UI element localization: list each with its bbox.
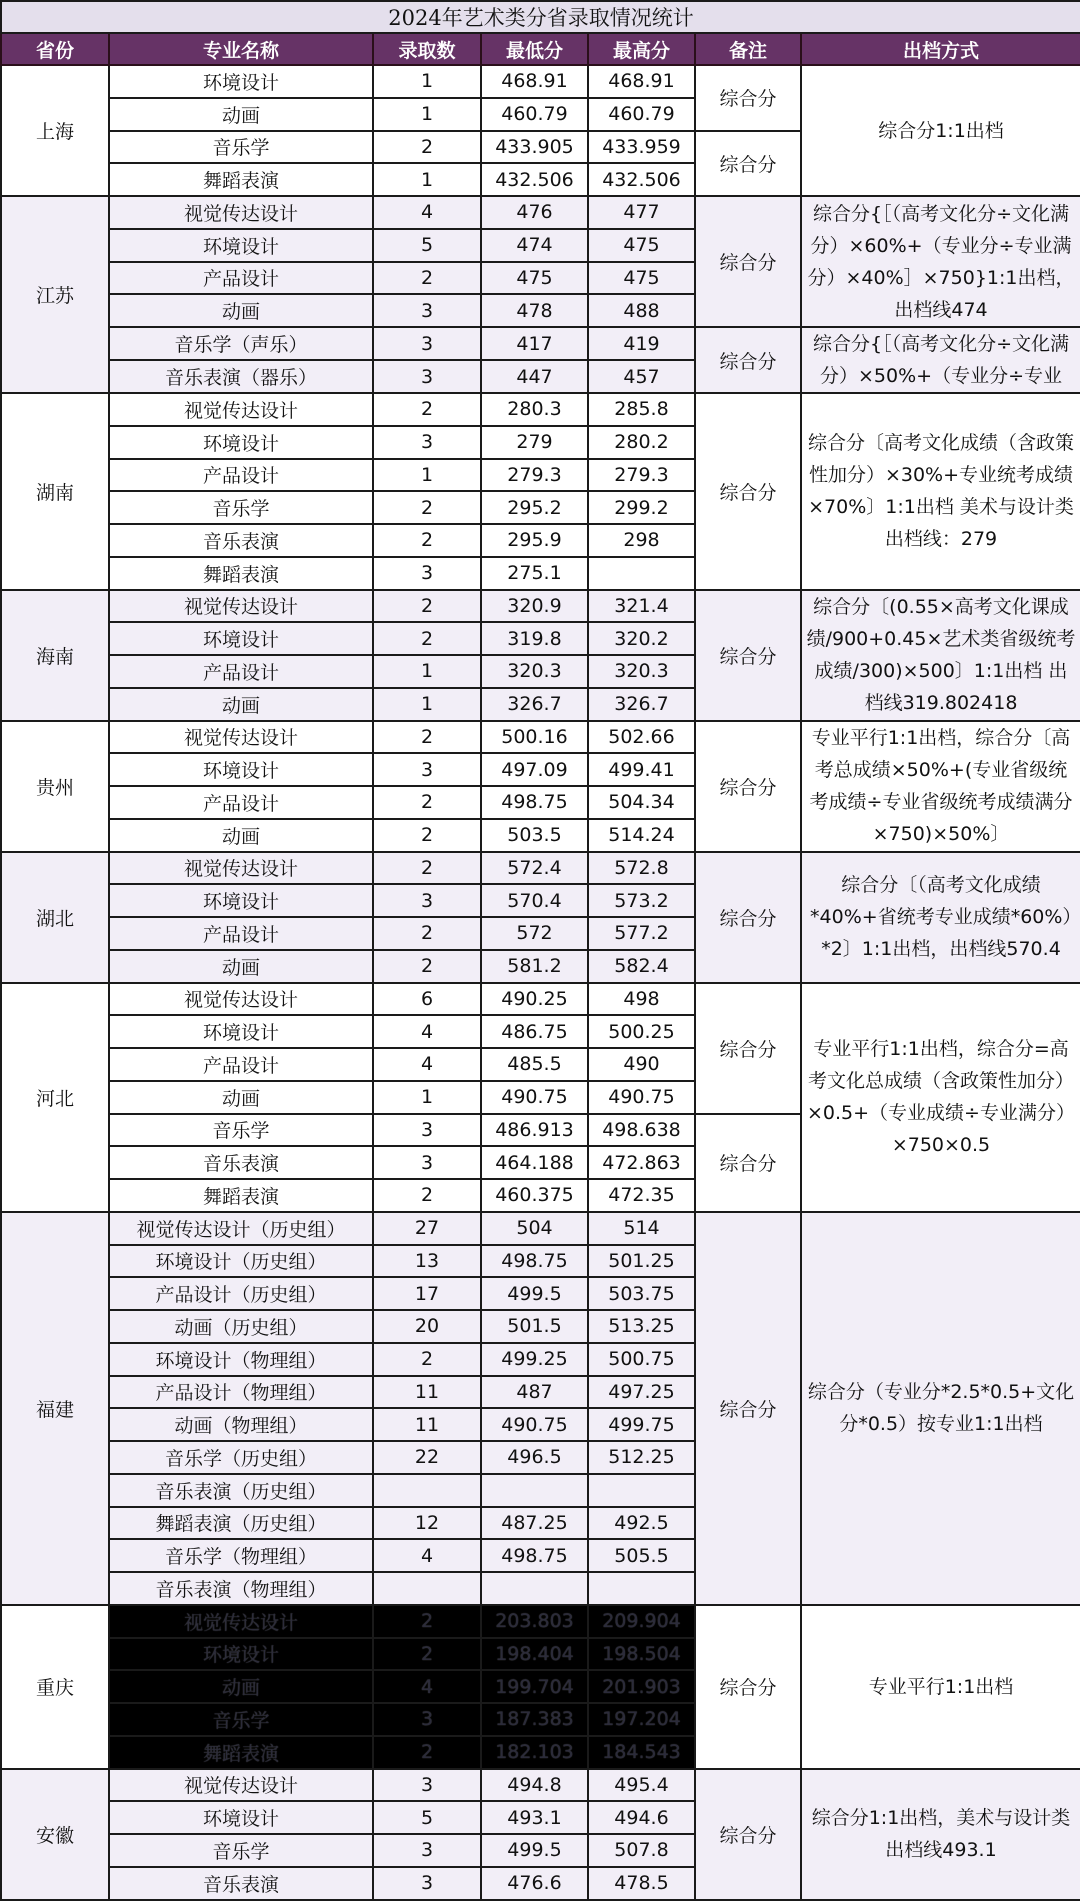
count-cell: 3 xyxy=(373,294,481,327)
count-cell: 4 xyxy=(373,1048,481,1081)
max-score-cell: 197.204 xyxy=(588,1703,695,1736)
major-cell: 环境设计 xyxy=(109,1015,373,1048)
min-score-cell: 432.506 xyxy=(481,163,588,196)
major-cell: 视觉传达设计（历史组） xyxy=(109,1212,373,1245)
major-cell: 环境设计 xyxy=(109,753,373,786)
min-score-cell: 501.5 xyxy=(481,1310,588,1343)
count-cell: 3 xyxy=(373,884,481,917)
major-cell: 环境设计 xyxy=(109,1638,373,1671)
min-score-cell: 581.2 xyxy=(481,950,588,983)
note-cell: 综合分 xyxy=(695,196,801,327)
method-cell: 综合分〔（高考文化成绩*40%+省统考专业成绩*60%）*2〕1:1出档，出档线570.4 xyxy=(801,852,1080,983)
min-score-cell: 572.4 xyxy=(481,852,588,885)
count-cell: 3 xyxy=(373,753,481,786)
max-score-cell: 280.2 xyxy=(588,426,695,459)
major-cell: 视觉传达设计 xyxy=(109,983,373,1016)
min-score-cell: 487 xyxy=(481,1376,588,1409)
method-cell: 综合分（专业分*2.5*0.5+文化分*0.5）按专业1:1出档 xyxy=(801,1212,1080,1605)
major-cell: 视觉传达设计 xyxy=(109,1769,373,1802)
major-cell: 视觉传达设计 xyxy=(109,852,373,885)
count-cell: 1 xyxy=(373,65,481,98)
major-cell: 产品设计 xyxy=(109,459,373,492)
col-header-count: 录取数 xyxy=(373,33,481,65)
province-cell: 安徽 xyxy=(1,1769,109,1900)
major-cell: 音乐表演（历史组） xyxy=(109,1474,373,1507)
count-cell: 1 xyxy=(373,163,481,196)
major-cell: 环境设计（物理组） xyxy=(109,1343,373,1376)
max-score-cell: 499.75 xyxy=(588,1408,695,1441)
major-cell: 产品设计 xyxy=(109,262,373,295)
max-score-cell: 504.34 xyxy=(588,786,695,819)
min-score-cell: 499.25 xyxy=(481,1343,588,1376)
table-row xyxy=(1,65,1080,98)
count-cell: 1 xyxy=(373,688,481,721)
max-score-cell: 512.25 xyxy=(588,1441,695,1474)
major-cell: 产品设计 xyxy=(109,786,373,819)
max-score-cell: 477 xyxy=(588,196,695,229)
min-score-cell: 476.6 xyxy=(481,1867,588,1900)
count-cell: 3 xyxy=(373,1114,481,1147)
count-cell: 1 xyxy=(373,655,481,688)
count-cell: 5 xyxy=(373,1801,481,1834)
major-cell: 音乐学 xyxy=(109,1703,373,1736)
count-cell: 2 xyxy=(373,721,481,754)
min-score-cell: 326.7 xyxy=(481,688,588,721)
major-cell: 音乐表演 xyxy=(109,1146,373,1179)
note-cell: 综合分 xyxy=(695,393,801,590)
count-cell: 1 xyxy=(373,98,481,131)
min-score-cell: 493.1 xyxy=(481,1801,588,1834)
count-cell: 4 xyxy=(373,196,481,229)
major-cell: 音乐学 xyxy=(109,491,373,524)
header-row xyxy=(1,33,1080,65)
count-cell: 2 xyxy=(373,393,481,426)
max-score-cell: 513.25 xyxy=(588,1310,695,1343)
min-score-cell: 447 xyxy=(481,360,588,393)
major-cell: 舞蹈表演（历史组） xyxy=(109,1507,373,1540)
method-cell: 综合分1:1出档 xyxy=(801,65,1080,196)
max-score-cell: 495.4 xyxy=(588,1769,695,1802)
major-cell: 环境设计 xyxy=(109,622,373,655)
max-score-cell: 498 xyxy=(588,983,695,1016)
min-score-cell: 487.25 xyxy=(481,1507,588,1540)
major-cell: 动画 xyxy=(109,1670,373,1703)
table-row xyxy=(1,983,1080,1016)
min-score-cell: 490.75 xyxy=(481,1081,588,1114)
major-cell: 视觉传达设计 xyxy=(109,590,373,623)
major-cell: 产品设计 xyxy=(109,655,373,688)
max-score-cell: 433.959 xyxy=(588,131,695,164)
note-cell: 综合分 xyxy=(695,1212,801,1605)
count-cell: 2 xyxy=(373,852,481,885)
count-cell: 11 xyxy=(373,1408,481,1441)
table-row xyxy=(1,721,1080,754)
count-cell: 2 xyxy=(373,524,481,557)
major-cell: 音乐学（历史组） xyxy=(109,1441,373,1474)
min-score-cell: 417 xyxy=(481,327,588,360)
max-score-cell: 514.24 xyxy=(588,819,695,852)
max-score-cell: 499.41 xyxy=(588,753,695,786)
max-score-cell: 475 xyxy=(588,262,695,295)
table-row xyxy=(1,590,1080,623)
max-score-cell: 488 xyxy=(588,294,695,327)
count-cell: 1 xyxy=(373,459,481,492)
count-cell xyxy=(373,1572,481,1605)
min-score-cell: 490.75 xyxy=(481,1408,588,1441)
method-cell: 综合分〔高考文化成绩（含政策性加分）×30%+专业统考成绩×70%〕1:1出档 美术与设计类出档线：279 xyxy=(801,393,1080,590)
sheet-title: 2024年艺术类分省录取情况统计 xyxy=(1,1,1080,33)
count-cell: 3 xyxy=(373,327,481,360)
max-score-cell: 573.2 xyxy=(588,884,695,917)
max-score-cell: 503.75 xyxy=(588,1277,695,1310)
count-cell: 2 xyxy=(373,131,481,164)
max-score-cell: 492.5 xyxy=(588,1507,695,1540)
col-header-note: 备注 xyxy=(695,33,801,65)
count-cell: 3 xyxy=(373,1703,481,1736)
count-cell: 27 xyxy=(373,1212,481,1245)
max-score-cell: 494.6 xyxy=(588,1801,695,1834)
max-score-cell: 321.4 xyxy=(588,590,695,623)
table-row xyxy=(1,1605,1080,1638)
max-score-cell: 478.5 xyxy=(588,1867,695,1900)
major-cell: 动画 xyxy=(109,98,373,131)
max-score-cell: 299.2 xyxy=(588,491,695,524)
max-score-cell: 497.25 xyxy=(588,1376,695,1409)
major-cell: 环境设计 xyxy=(109,884,373,917)
max-score-cell: 472.35 xyxy=(588,1179,695,1212)
major-cell: 音乐学 xyxy=(109,1834,373,1867)
col-header-major: 专业名称 xyxy=(109,33,373,65)
count-cell: 3 xyxy=(373,1769,481,1802)
count-cell: 6 xyxy=(373,983,481,1016)
note-cell: 综合分 xyxy=(695,590,801,721)
max-score-cell: 507.8 xyxy=(588,1834,695,1867)
method-cell: 专业平行1:1出档，综合分=高考文化总成绩（含政策性加分）×0.5+（专业成绩÷专业满分）×750×0.5 xyxy=(801,983,1080,1212)
col-header-min-score: 最低分 xyxy=(481,33,588,65)
max-score-cell: 432.506 xyxy=(588,163,695,196)
count-cell: 2 xyxy=(373,1343,481,1376)
count-cell: 2 xyxy=(373,622,481,655)
min-score-cell: 486.75 xyxy=(481,1015,588,1048)
count-cell: 4 xyxy=(373,1539,481,1572)
max-score-cell: 582.4 xyxy=(588,950,695,983)
count-cell: 2 xyxy=(373,262,481,295)
max-score-cell: 460.79 xyxy=(588,98,695,131)
major-cell: 动画（物理组） xyxy=(109,1408,373,1441)
major-cell: 产品设计 xyxy=(109,917,373,950)
max-score-cell: 505.5 xyxy=(588,1539,695,1572)
min-score-cell: 464.188 xyxy=(481,1146,588,1179)
note-cell: 综合分 xyxy=(695,721,801,852)
major-cell: 产品设计（物理组） xyxy=(109,1376,373,1409)
major-cell: 音乐学（物理组） xyxy=(109,1539,373,1572)
min-score-cell: 498.75 xyxy=(481,786,588,819)
note-cell: 综合分 xyxy=(695,1769,801,1900)
major-cell: 音乐学 xyxy=(109,1114,373,1147)
count-cell: 2 xyxy=(373,491,481,524)
col-header-province: 省份 xyxy=(1,33,109,65)
min-score-cell: 280.3 xyxy=(481,393,588,426)
max-score-cell: 298 xyxy=(588,524,695,557)
major-cell: 动画 xyxy=(109,1081,373,1114)
count-cell: 2 xyxy=(373,1638,481,1671)
major-cell: 视觉传达设计 xyxy=(109,1605,373,1638)
min-score-cell: 460.79 xyxy=(481,98,588,131)
count-cell: 3 xyxy=(373,426,481,459)
max-score-cell: 498.638 xyxy=(588,1114,695,1147)
min-score-cell: 182.103 xyxy=(481,1736,588,1769)
min-score-cell: 490.25 xyxy=(481,983,588,1016)
max-score-cell xyxy=(588,1572,695,1605)
count-cell: 2 xyxy=(373,1605,481,1638)
min-score-cell: 295.2 xyxy=(481,491,588,524)
min-score-cell xyxy=(481,1474,588,1507)
max-score-cell: 184.543 xyxy=(588,1736,695,1769)
province-cell: 贵州 xyxy=(1,721,109,852)
col-header-method: 出档方式 xyxy=(801,33,1080,65)
min-score-cell: 468.91 xyxy=(481,65,588,98)
method-cell: 综合分{［（高考文化分÷文化满分）×60%+（专业分÷专业满分）×40%］×750}1:1出档，出档线474 xyxy=(801,196,1080,327)
max-score-cell: 457 xyxy=(588,360,695,393)
major-cell: 产品设计（历史组） xyxy=(109,1277,373,1310)
max-score-cell: 502.66 xyxy=(588,721,695,754)
major-cell: 音乐学 xyxy=(109,131,373,164)
min-score-cell: 498.75 xyxy=(481,1539,588,1572)
count-cell: 20 xyxy=(373,1310,481,1343)
min-score-cell: 499.5 xyxy=(481,1277,588,1310)
max-score-cell: 490 xyxy=(588,1048,695,1081)
major-cell: 视觉传达设计 xyxy=(109,393,373,426)
min-score-cell: 478 xyxy=(481,294,588,327)
method-cell: 综合分1:1出档，美术与设计类出档线493.1 xyxy=(801,1769,1080,1900)
count-cell xyxy=(373,1474,481,1507)
max-score-cell xyxy=(588,1474,695,1507)
min-score-cell: 497.09 xyxy=(481,753,588,786)
min-score-cell: 570.4 xyxy=(481,884,588,917)
min-score-cell: 474 xyxy=(481,229,588,262)
table-row xyxy=(1,393,1080,426)
min-score-cell: 572 xyxy=(481,917,588,950)
title-row xyxy=(1,1,1080,33)
min-score-cell: 496.5 xyxy=(481,1441,588,1474)
count-cell: 17 xyxy=(373,1277,481,1310)
major-cell: 环境设计 xyxy=(109,229,373,262)
max-score-cell: 468.91 xyxy=(588,65,695,98)
min-score-cell: 460.375 xyxy=(481,1179,588,1212)
min-score-cell: 199.704 xyxy=(481,1670,588,1703)
min-score-cell: 275.1 xyxy=(481,557,588,590)
max-score-cell: 201.903 xyxy=(588,1670,695,1703)
method-cell: 综合分{［（高考文化分÷文化满分）×50%+（专业分÷专业 xyxy=(801,327,1080,393)
method-cell: 专业平行1:1出档，综合分〔高考总成绩×50%+(专业省级统考成绩÷专业省级统考成绩满分×750)×50%〕 xyxy=(801,721,1080,852)
min-score-cell: 486.913 xyxy=(481,1114,588,1147)
note-cell: 综合分 xyxy=(695,131,801,197)
count-cell: 13 xyxy=(373,1245,481,1278)
province-cell: 海南 xyxy=(1,590,109,721)
major-cell: 舞蹈表演 xyxy=(109,1736,373,1769)
count-cell: 3 xyxy=(373,360,481,393)
max-score-cell: 490.75 xyxy=(588,1081,695,1114)
note-cell: 综合分 xyxy=(695,1605,801,1769)
major-cell: 舞蹈表演 xyxy=(109,1179,373,1212)
province-cell: 湖南 xyxy=(1,393,109,590)
count-cell: 2 xyxy=(373,819,481,852)
major-cell: 舞蹈表演 xyxy=(109,163,373,196)
count-cell: 3 xyxy=(373,1146,481,1179)
max-score-cell xyxy=(588,557,695,590)
min-score-cell: 319.8 xyxy=(481,622,588,655)
major-cell: 音乐表演（器乐） xyxy=(109,360,373,393)
method-cell: 综合分〔(0.55×高考文化课成绩/900+0.45×艺术类省级统考成绩/300)×500〕1:1出档 出档线319.802418 xyxy=(801,590,1080,721)
min-score-cell: 498.75 xyxy=(481,1245,588,1278)
province-cell: 江苏 xyxy=(1,196,109,393)
max-score-cell: 572.8 xyxy=(588,852,695,885)
min-score-cell: 494.8 xyxy=(481,1769,588,1802)
count-cell: 2 xyxy=(373,917,481,950)
count-cell: 2 xyxy=(373,786,481,819)
province-cell: 福建 xyxy=(1,1212,109,1605)
note-cell: 综合分 xyxy=(695,65,801,131)
max-score-cell: 209.904 xyxy=(588,1605,695,1638)
col-header-max-score: 最高分 xyxy=(588,33,695,65)
min-score-cell: 187.383 xyxy=(481,1703,588,1736)
max-score-cell: 326.7 xyxy=(588,688,695,721)
count-cell: 1 xyxy=(373,1081,481,1114)
count-cell: 22 xyxy=(373,1441,481,1474)
note-cell: 综合分 xyxy=(695,1114,801,1212)
table-row xyxy=(1,1212,1080,1245)
province-cell: 重庆 xyxy=(1,1605,109,1769)
max-score-cell: 472.863 xyxy=(588,1146,695,1179)
table-row xyxy=(1,327,1080,360)
note-cell: 综合分 xyxy=(695,327,801,393)
table-row xyxy=(1,852,1080,885)
count-cell: 4 xyxy=(373,1015,481,1048)
min-score-cell: 476 xyxy=(481,196,588,229)
major-cell: 音乐表演 xyxy=(109,524,373,557)
min-score-cell: 279.3 xyxy=(481,459,588,492)
count-cell: 2 xyxy=(373,590,481,623)
count-cell: 2 xyxy=(373,1736,481,1769)
major-cell: 音乐学（声乐） xyxy=(109,327,373,360)
major-cell: 动画 xyxy=(109,688,373,721)
major-cell: 动画 xyxy=(109,819,373,852)
min-score-cell: 198.404 xyxy=(481,1638,588,1671)
major-cell: 产品设计 xyxy=(109,1048,373,1081)
major-cell: 视觉传达设计 xyxy=(109,721,373,754)
min-score-cell: 485.5 xyxy=(481,1048,588,1081)
min-score-cell: 320.3 xyxy=(481,655,588,688)
major-cell: 环境设计 xyxy=(109,426,373,459)
count-cell: 2 xyxy=(373,950,481,983)
min-score-cell: 499.5 xyxy=(481,1834,588,1867)
max-score-cell: 198.504 xyxy=(588,1638,695,1671)
major-cell: 环境设计 xyxy=(109,1801,373,1834)
max-score-cell: 320.3 xyxy=(588,655,695,688)
province-cell: 上海 xyxy=(1,65,109,196)
count-cell: 3 xyxy=(373,557,481,590)
min-score-cell xyxy=(481,1572,588,1605)
max-score-cell: 285.8 xyxy=(588,393,695,426)
count-cell: 3 xyxy=(373,1867,481,1900)
major-cell: 音乐表演 xyxy=(109,1867,373,1900)
major-cell: 动画 xyxy=(109,950,373,983)
max-score-cell: 501.25 xyxy=(588,1245,695,1278)
min-score-cell: 203.803 xyxy=(481,1605,588,1638)
note-cell: 综合分 xyxy=(695,852,801,983)
max-score-cell: 577.2 xyxy=(588,917,695,950)
count-cell: 11 xyxy=(373,1376,481,1409)
table-row xyxy=(1,1769,1080,1802)
min-score-cell: 503.5 xyxy=(481,819,588,852)
min-score-cell: 504 xyxy=(481,1212,588,1245)
max-score-cell: 320.2 xyxy=(588,622,695,655)
count-cell: 2 xyxy=(373,1179,481,1212)
major-cell: 音乐表演（物理组） xyxy=(109,1572,373,1605)
major-cell: 环境设计 xyxy=(109,65,373,98)
min-score-cell: 320.9 xyxy=(481,590,588,623)
count-cell: 3 xyxy=(373,1834,481,1867)
table-row xyxy=(1,196,1080,229)
count-cell: 5 xyxy=(373,229,481,262)
count-cell: 4 xyxy=(373,1670,481,1703)
min-score-cell: 433.905 xyxy=(481,131,588,164)
method-cell: 专业平行1:1出档 xyxy=(801,1605,1080,1769)
major-cell: 视觉传达设计 xyxy=(109,196,373,229)
max-score-cell: 475 xyxy=(588,229,695,262)
max-score-cell: 500.75 xyxy=(588,1343,695,1376)
min-score-cell: 279 xyxy=(481,426,588,459)
max-score-cell: 514 xyxy=(588,1212,695,1245)
major-cell: 动画 xyxy=(109,294,373,327)
count-cell: 12 xyxy=(373,1507,481,1540)
note-cell: 综合分 xyxy=(695,983,801,1114)
min-score-cell: 295.9 xyxy=(481,524,588,557)
province-cell: 河北 xyxy=(1,983,109,1212)
major-cell: 环境设计（历史组） xyxy=(109,1245,373,1278)
max-score-cell: 500.25 xyxy=(588,1015,695,1048)
major-cell: 动画（历史组） xyxy=(109,1310,373,1343)
min-score-cell: 475 xyxy=(481,262,588,295)
province-cell: 湖北 xyxy=(1,852,109,983)
max-score-cell: 419 xyxy=(588,327,695,360)
max-score-cell: 279.3 xyxy=(588,459,695,492)
min-score-cell: 500.16 xyxy=(481,721,588,754)
major-cell: 舞蹈表演 xyxy=(109,557,373,590)
